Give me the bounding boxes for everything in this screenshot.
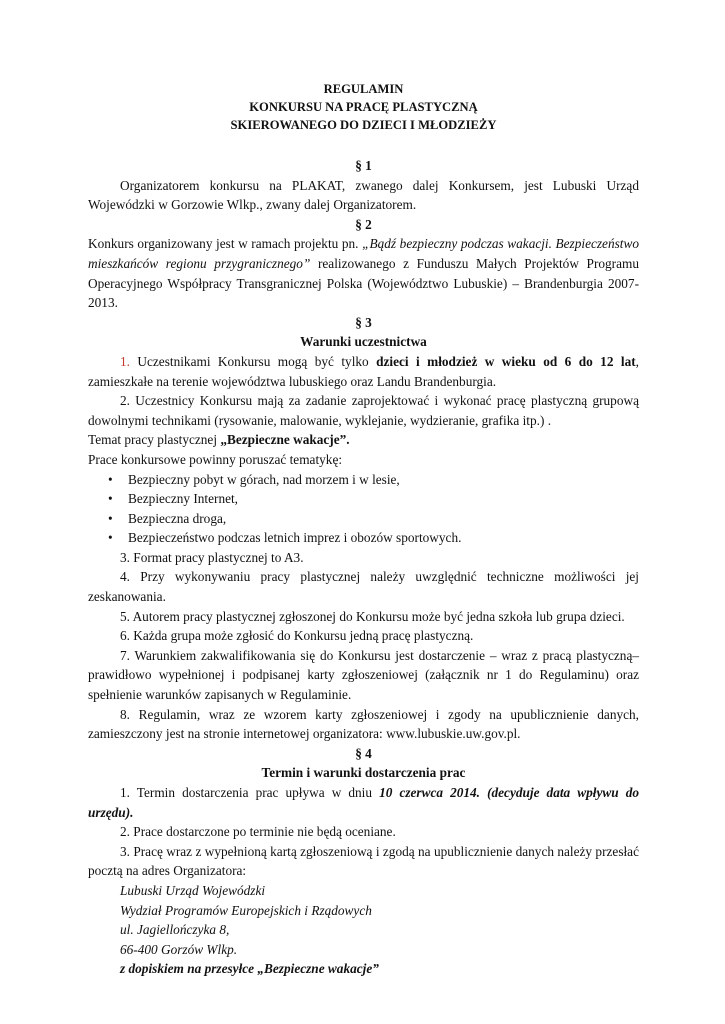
section-4-point-3: 3. Pracę wraz z wypełnioną kartą zgłoszeniową i zgodą na upublicznienie danych należy przesłać pocztą na adres Organizatora: (88, 843, 639, 879)
section-3-point-3: 3. Format pracy plastycznej to A3. (120, 549, 304, 565)
address-line: Wydział Programów Europejskich i Rządowych (120, 902, 372, 918)
section-3-point-1 (88, 352, 639, 391)
section-3-heading: § 3 (355, 314, 372, 330)
deadline-pre: 1. Termin dostarczenia prac upływa w dniu (120, 785, 380, 800)
title-line-1: REGULAMIN (323, 82, 404, 96)
title-line-3: SKIEROWANEGO DO DZIECI I MŁODZIEŻY (230, 118, 497, 132)
list-item: • Bezpieczeństwo podczas letnich imprez i obozów sportowych. (88, 528, 639, 548)
section-3-point-7: 7. Warunkiem zakwalifikowania się do Konkursu jest dostarczenie – wraz z pracą plastyczną– prawidłowo wypełnionej i podpisanej karty zgłoszeniowej (załącznik nr 1 do Regulaminu) oraz spełnienie warunków zapisanych w Regulaminie. (88, 647, 639, 703)
point-1-number: 1. (120, 353, 130, 369)
point-1-post: , zamieszkałe na terenie województwa lubuskiego oraz Landu Brandenburgia. (88, 353, 639, 389)
section-3-point-4: 4. Przy wykonywaniu pracy plastycznej należy uwzględnić techniczne możliwości jej zeskanowania. (88, 569, 639, 605)
section-2-text (88, 234, 639, 312)
section-2-project-name: „Bądź bezpieczny podczas wakacji. Bezpieczeństwo mieszkańców regionu przygranicznego” (88, 236, 639, 271)
point-1-age-range: dzieci i młodzież w wieku od 6 do 12 lat (376, 353, 636, 369)
section-1-heading: § 1 (355, 158, 372, 173)
section-2-post: realizowanego z Funduszu Małych Projektów Programu Operacyjnego Współpracy Transgranicznej Polska (Województwo Lubuskie) – Brandenburgia 2007-2013. (88, 255, 639, 311)
deadline-date: 10 czerwca 2014. (decyduje data wpływu do urzędu). (88, 785, 639, 820)
section-3-theme (88, 430, 639, 450)
organizer-address (88, 881, 639, 979)
section-4-point-2: 2. Prace dostarczone po terminie nie będą oceniane. (120, 824, 396, 840)
list-item: • Bezpieczny pobyt w górach, nad morzem i w lesie, (88, 470, 639, 490)
topics-list (88, 470, 639, 548)
document-title (88, 80, 639, 134)
point-1-pre: Uczestnikami Konkursu mogą być tylko (129, 353, 377, 369)
section-4-point-1 (88, 783, 639, 822)
section-3-point-2: 2. Uczestnicy Konkursu mają za zadanie zaprojektować i wykonać pracę plastyczną grupową dowolnymi technikami (rysowanie, malowanie, wyklejanie, wydzieranie, grafika itp.) . (88, 393, 639, 428)
section-3-subheading: Warunki uczestnictwa (300, 334, 427, 350)
list-item: • Bezpieczny Internet, (88, 489, 639, 509)
section-3-point-6: 6. Każda grupa może zgłosić do Konkursu jedną pracę plastyczną. (120, 628, 474, 644)
theme-title: „Bezpieczne wakacje”. (220, 432, 350, 448)
section-2-heading: § 2 (355, 216, 372, 232)
address-line: Lubuski Urząd Wojewódzki (120, 882, 266, 898)
section-2-pre: Konkurs organizowany jest w ramach projektu pn. (88, 236, 363, 252)
section-3-point-8: 8. Regulamin, wraz ze wzorem karty zgłoszeniowej i zgody na upublicznienie danych, zamieszczony jest na stronie internetowej organizatora: www.lubuskie.uw.gov.pl. (88, 706, 639, 742)
list-item: • Bezpieczna droga, (88, 509, 639, 529)
topics-intro: Prace konkursowe powinny poruszać tematykę: (88, 451, 343, 467)
theme-pre: Temat pracy plastycznej (88, 432, 221, 448)
section-4-subheading: Termin i warunki dostarczenia prac (261, 765, 466, 781)
address-line: 66-400 Gorzów Wlkp. (120, 941, 238, 957)
title-line-2: KONKURSU NA PRACĘ PLASTYCZNĄ (249, 100, 478, 114)
address-line: ul. Jagiellończyka 8, (120, 922, 230, 938)
section-1-text: Organizatorem konkursu na PLAKAT, zwanego dalej Konkursem, jest Lubuski Urząd Wojewódzki w Gorzowie Wlkp., zwany dalej Organizatorem. (88, 177, 639, 213)
shipping-note: z dopiskiem na przesyłce „Bezpieczne wakacje” (120, 961, 379, 977)
document-page (88, 80, 639, 979)
section-4-heading: § 4 (355, 745, 372, 761)
section-3-point-5: 5. Autorem pracy plastycznej zgłoszonej do Konkursu może być jedna szkoła lub grupa dzieci. (120, 608, 625, 624)
